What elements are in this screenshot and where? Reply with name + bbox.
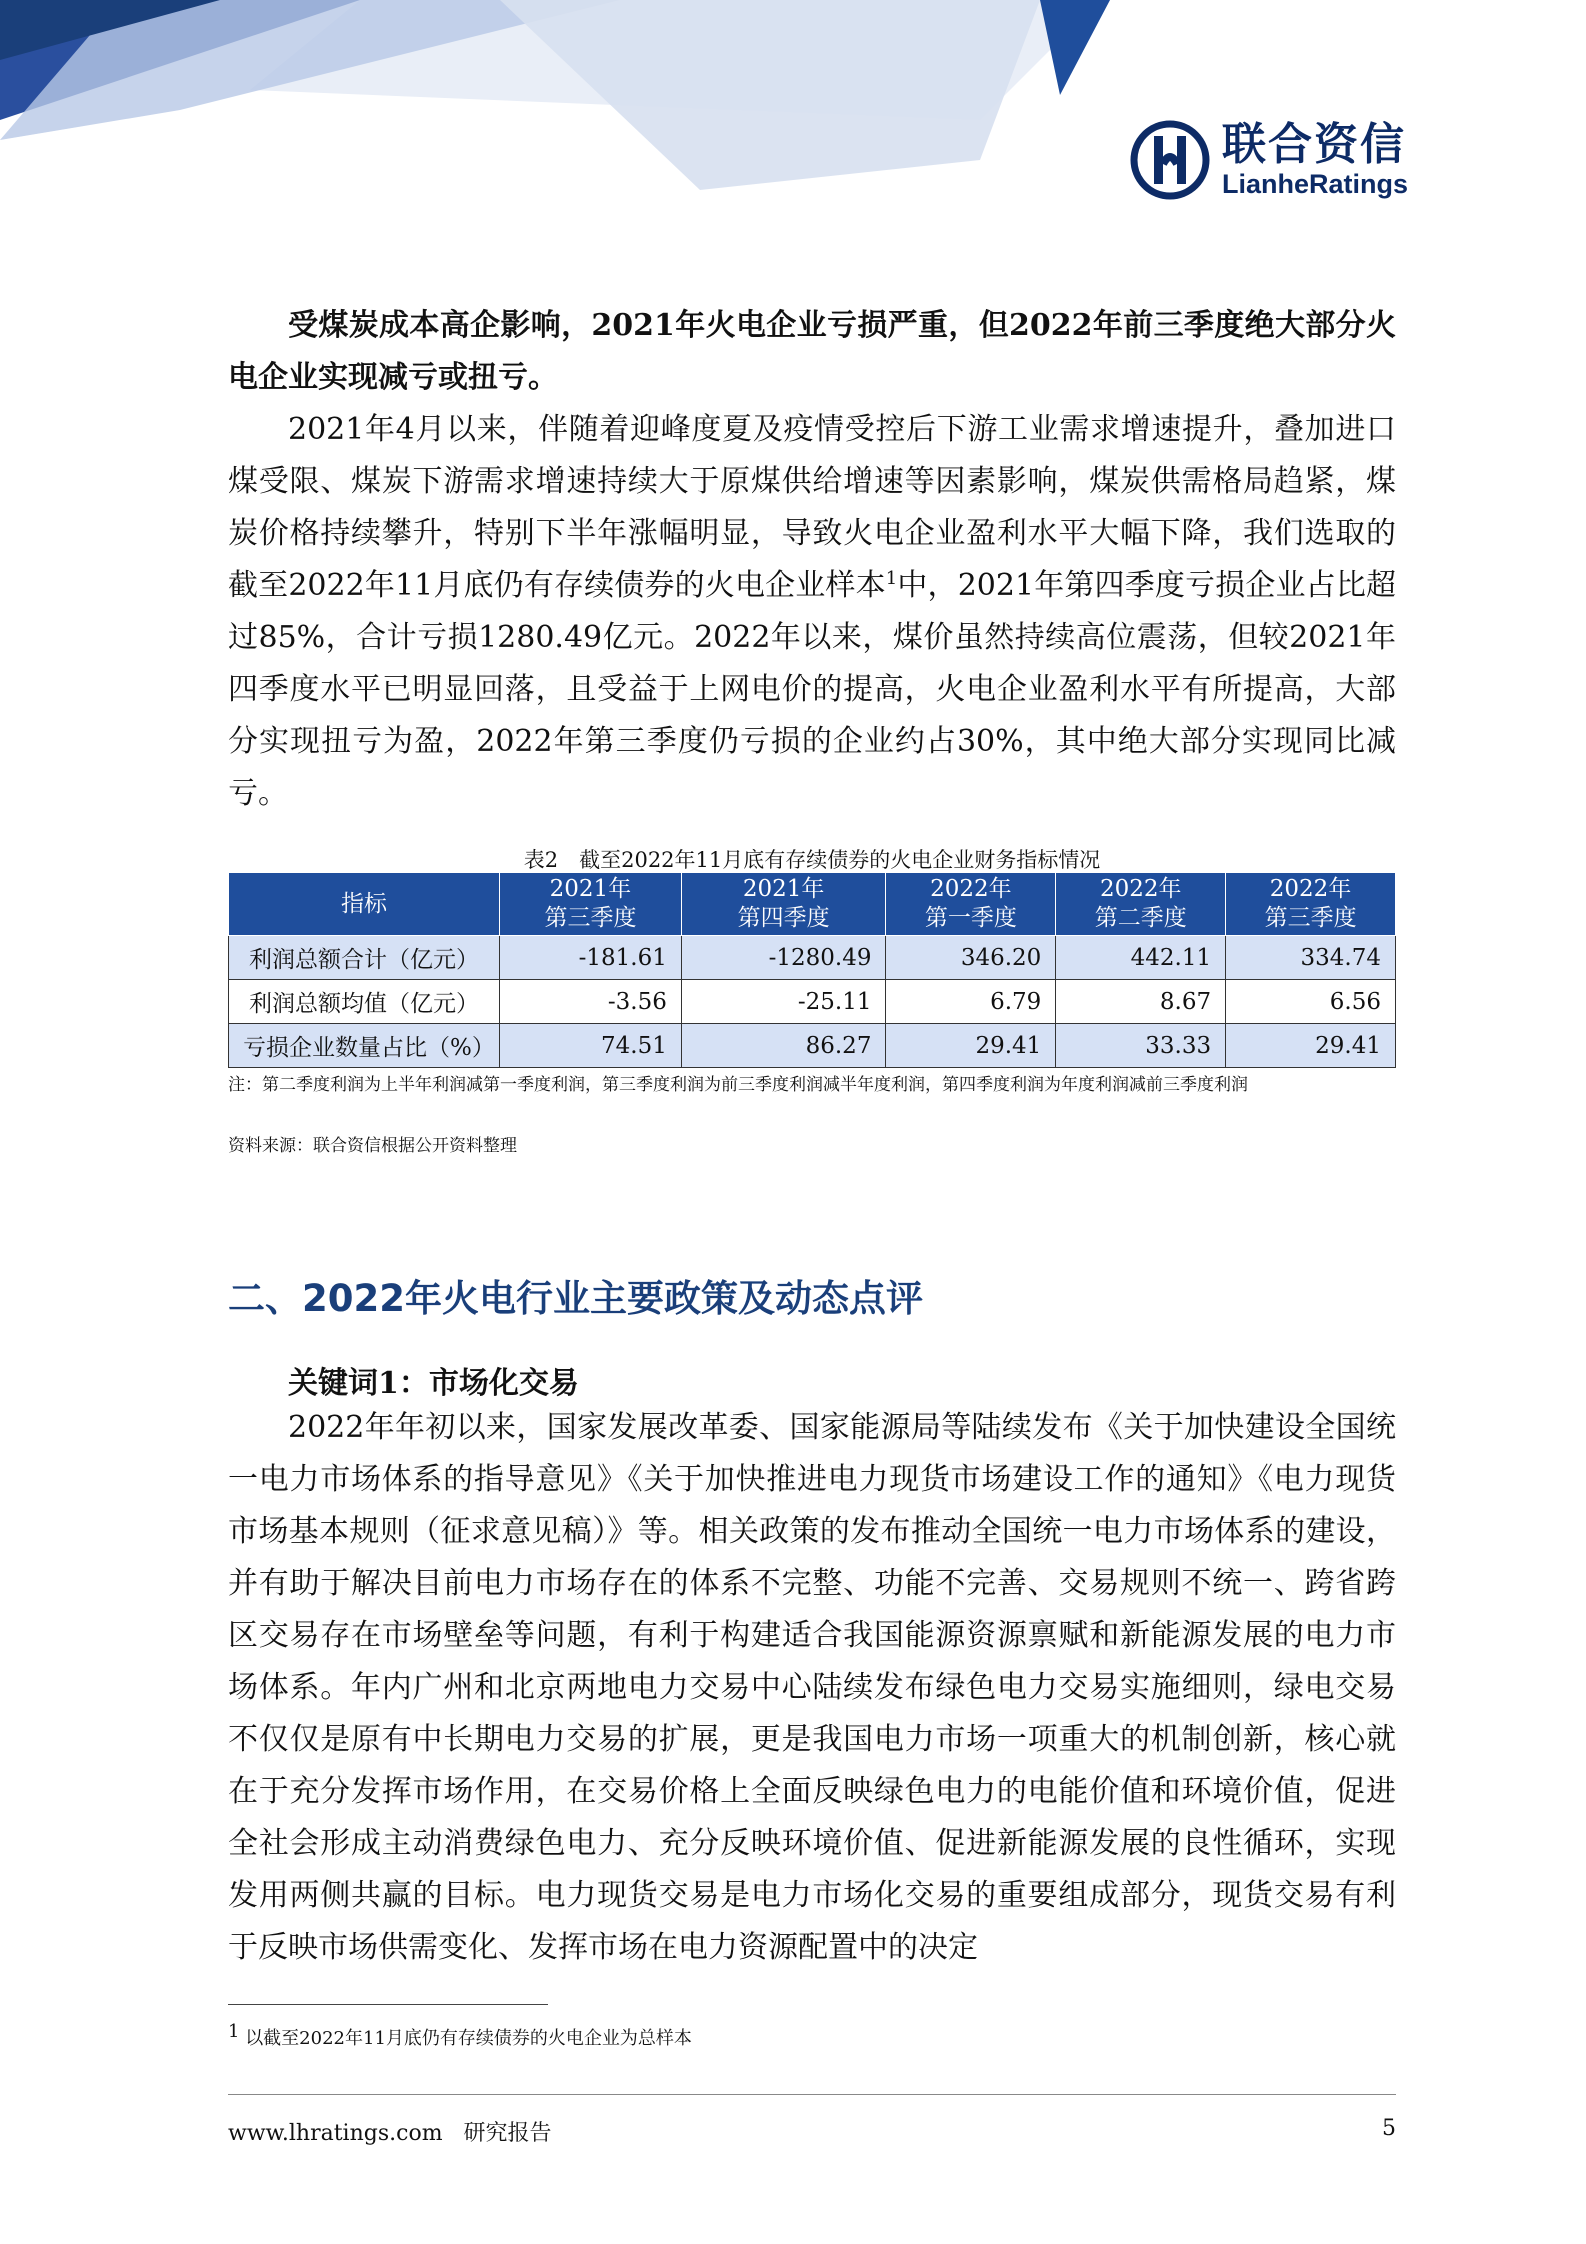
- row-label: 利润总额均值（亿元）: [229, 980, 500, 1024]
- policy-paragraph: 2022年年初以来，国家发展改革委、国家能源局等陆续发布《关于加快建设全国统一电力市场体系的指导意见》《关于加快推进电力现货市场建设工作的通知》《电力现货市场基本规则（征求意见稿）》等。相关政策的发布推动全国统一电力市场体系的建设，并有助于解决目前电力市场存在的体系不完整、功能不完善、交易规则不统一、跨省跨区交易存在市场壁垒等问题，有利于构建适合我国能源资源禀赋和新能源发展的电力市场体系。年内广州和北京两地电力交易中心陆续发布绿色电力交易实施细则，绿电交易不仅仅是原有中长期电力交易的扩展，更是我国电力市场一项重大的机制创新，核心就在于充分发挥市场作用，在交易价格上全面反映绿色电力的电能价值和环境价值，促进全社会形成主动消费绿色电力、充分反映环境价值、促进新能源发展的良性循环，实现发用两侧共赢的目标。电力现货交易是电力市场化交易的重要组成部分，现货交易有利于反映市场供需变化、发挥市场在电力资源配置中的决定: [228, 1410, 1396, 1965]
- footnote-divider: [228, 2004, 548, 2005]
- header-year: 2021年: [742, 876, 825, 902]
- header-indicator: 指标: [229, 873, 500, 936]
- table-cell: 6.79: [886, 980, 1056, 1024]
- table-cell: 86.27: [681, 1024, 886, 1068]
- header-quarter: 第一季度: [924, 905, 1017, 931]
- table-note: 注：第二季度利润为上半年利润减第一季度利润，第三季度利润为前三季度利润减半年度利润，第四季度利润为年度利润减前三季度利润: [228, 1075, 1248, 1095]
- policy-section: [228, 1402, 1396, 1974]
- intro-text-part2: 中，2021年第四季度亏损企业占比超过85%，合计亏损1280.49亿元。2022年以来，煤价虽然持续高位震荡，但较2021年四季度水平已明显回落，且受益于上网电价的提高，火电企业盈利水平有所提高，大部分实现扭亏为盈，2022年第三季度仍亏损的企业约占30%，其中绝大部分实现同比减亏。: [228, 568, 1396, 811]
- section-title: 二、2022年火电行业主要政策及动态点评: [228, 1277, 923, 1320]
- intro-paragraph: [228, 404, 1396, 820]
- table-caption: 表2 截至2022年11月底有存续债券的火电企业财务指标情况: [523, 848, 1101, 872]
- header-year: 2021年: [549, 876, 632, 902]
- header-year: 2022年: [930, 876, 1012, 902]
- footer-left: [228, 2116, 552, 2147]
- footer-divider: [228, 2094, 1396, 2095]
- footnote-reference[interactable]: 1: [885, 568, 898, 589]
- header-col: [500, 873, 682, 936]
- brand-logo: [1130, 120, 1408, 200]
- header-quarter: 第四季度: [737, 905, 830, 931]
- intro-heading: 受煤炭成本高企影响，2021年火电企业亏损严重，但2022年前三季度绝大部分火电企业实现减亏或扭亏。: [228, 308, 1396, 395]
- table-cell: -181.61: [500, 936, 682, 980]
- footer-website-link[interactable]: www.lhratings.com: [228, 2121, 443, 2146]
- table-cell: 33.33: [1056, 1024, 1226, 1068]
- table-cell: -25.11: [681, 980, 886, 1024]
- table-cell: -1280.49: [681, 936, 886, 980]
- table-cell: -3.56: [500, 980, 682, 1024]
- header-col: [1056, 873, 1226, 936]
- table-cell: 334.74: [1226, 936, 1396, 980]
- keyword-heading: 关键词1：市场化交易: [288, 1366, 579, 1401]
- table-cell: 346.20: [886, 936, 1056, 980]
- intro-text-part1: 2021年4月以来，伴随着迎峰度夏及疫情受控后下游工业需求增速提升，叠加进口煤受限、煤炭下游需求增速持续大于原煤供给增速等因素影响，煤炭供需格局趋紧，煤炭价格持续攀升，特别下半年涨幅明显，导致火电企业盈利水平大幅下降，我们选取的截至2022年11月底仍有存续债券的火电企业样本: [228, 412, 1396, 603]
- header-quarter: 第二季度: [1094, 905, 1187, 931]
- header-year: 2022年: [1269, 876, 1352, 902]
- page-number: 5: [1382, 2116, 1396, 2141]
- footnote: [228, 2021, 692, 2050]
- header-col: [681, 873, 886, 936]
- brand-name-cn: 联合资信: [1222, 119, 1406, 170]
- table-cell: 29.41: [886, 1024, 1056, 1068]
- header-quarter: 第三季度: [1264, 905, 1357, 931]
- table-cell: 74.51: [500, 1024, 682, 1068]
- table-cell: 6.56: [1226, 980, 1396, 1024]
- table-cell: 8.67: [1056, 980, 1226, 1024]
- footnote-text: 以截至2022年11月底仍有存续债券的火电企业为总样本: [245, 2028, 692, 2049]
- footer-label: 研究报告: [463, 2121, 552, 2146]
- financial-table: [228, 872, 1396, 1068]
- table-source: 资料来源：联合资信根据公开资料整理: [228, 1136, 517, 1156]
- table-row: [229, 980, 1396, 1024]
- footnote-mark: 1: [228, 2021, 240, 2042]
- row-label: 亏损企业数量占比（%）: [229, 1024, 500, 1068]
- table-cell: 442.11: [1056, 936, 1226, 980]
- header-quarter: 第三季度: [544, 905, 637, 931]
- table-row: [229, 1024, 1396, 1068]
- header-col: [1226, 873, 1396, 936]
- brand-name-en: LianheRatings: [1222, 169, 1409, 199]
- intro-section: [228, 300, 1396, 820]
- table-cell: 29.41: [1226, 1024, 1396, 1068]
- table-row: [229, 936, 1396, 980]
- lianhe-logo-icon: [1130, 120, 1210, 200]
- header-col: [886, 873, 1056, 936]
- row-label: 利润总额合计（亿元）: [229, 936, 500, 980]
- header-year: 2022年: [1099, 876, 1182, 902]
- table-header-row: [229, 873, 1396, 936]
